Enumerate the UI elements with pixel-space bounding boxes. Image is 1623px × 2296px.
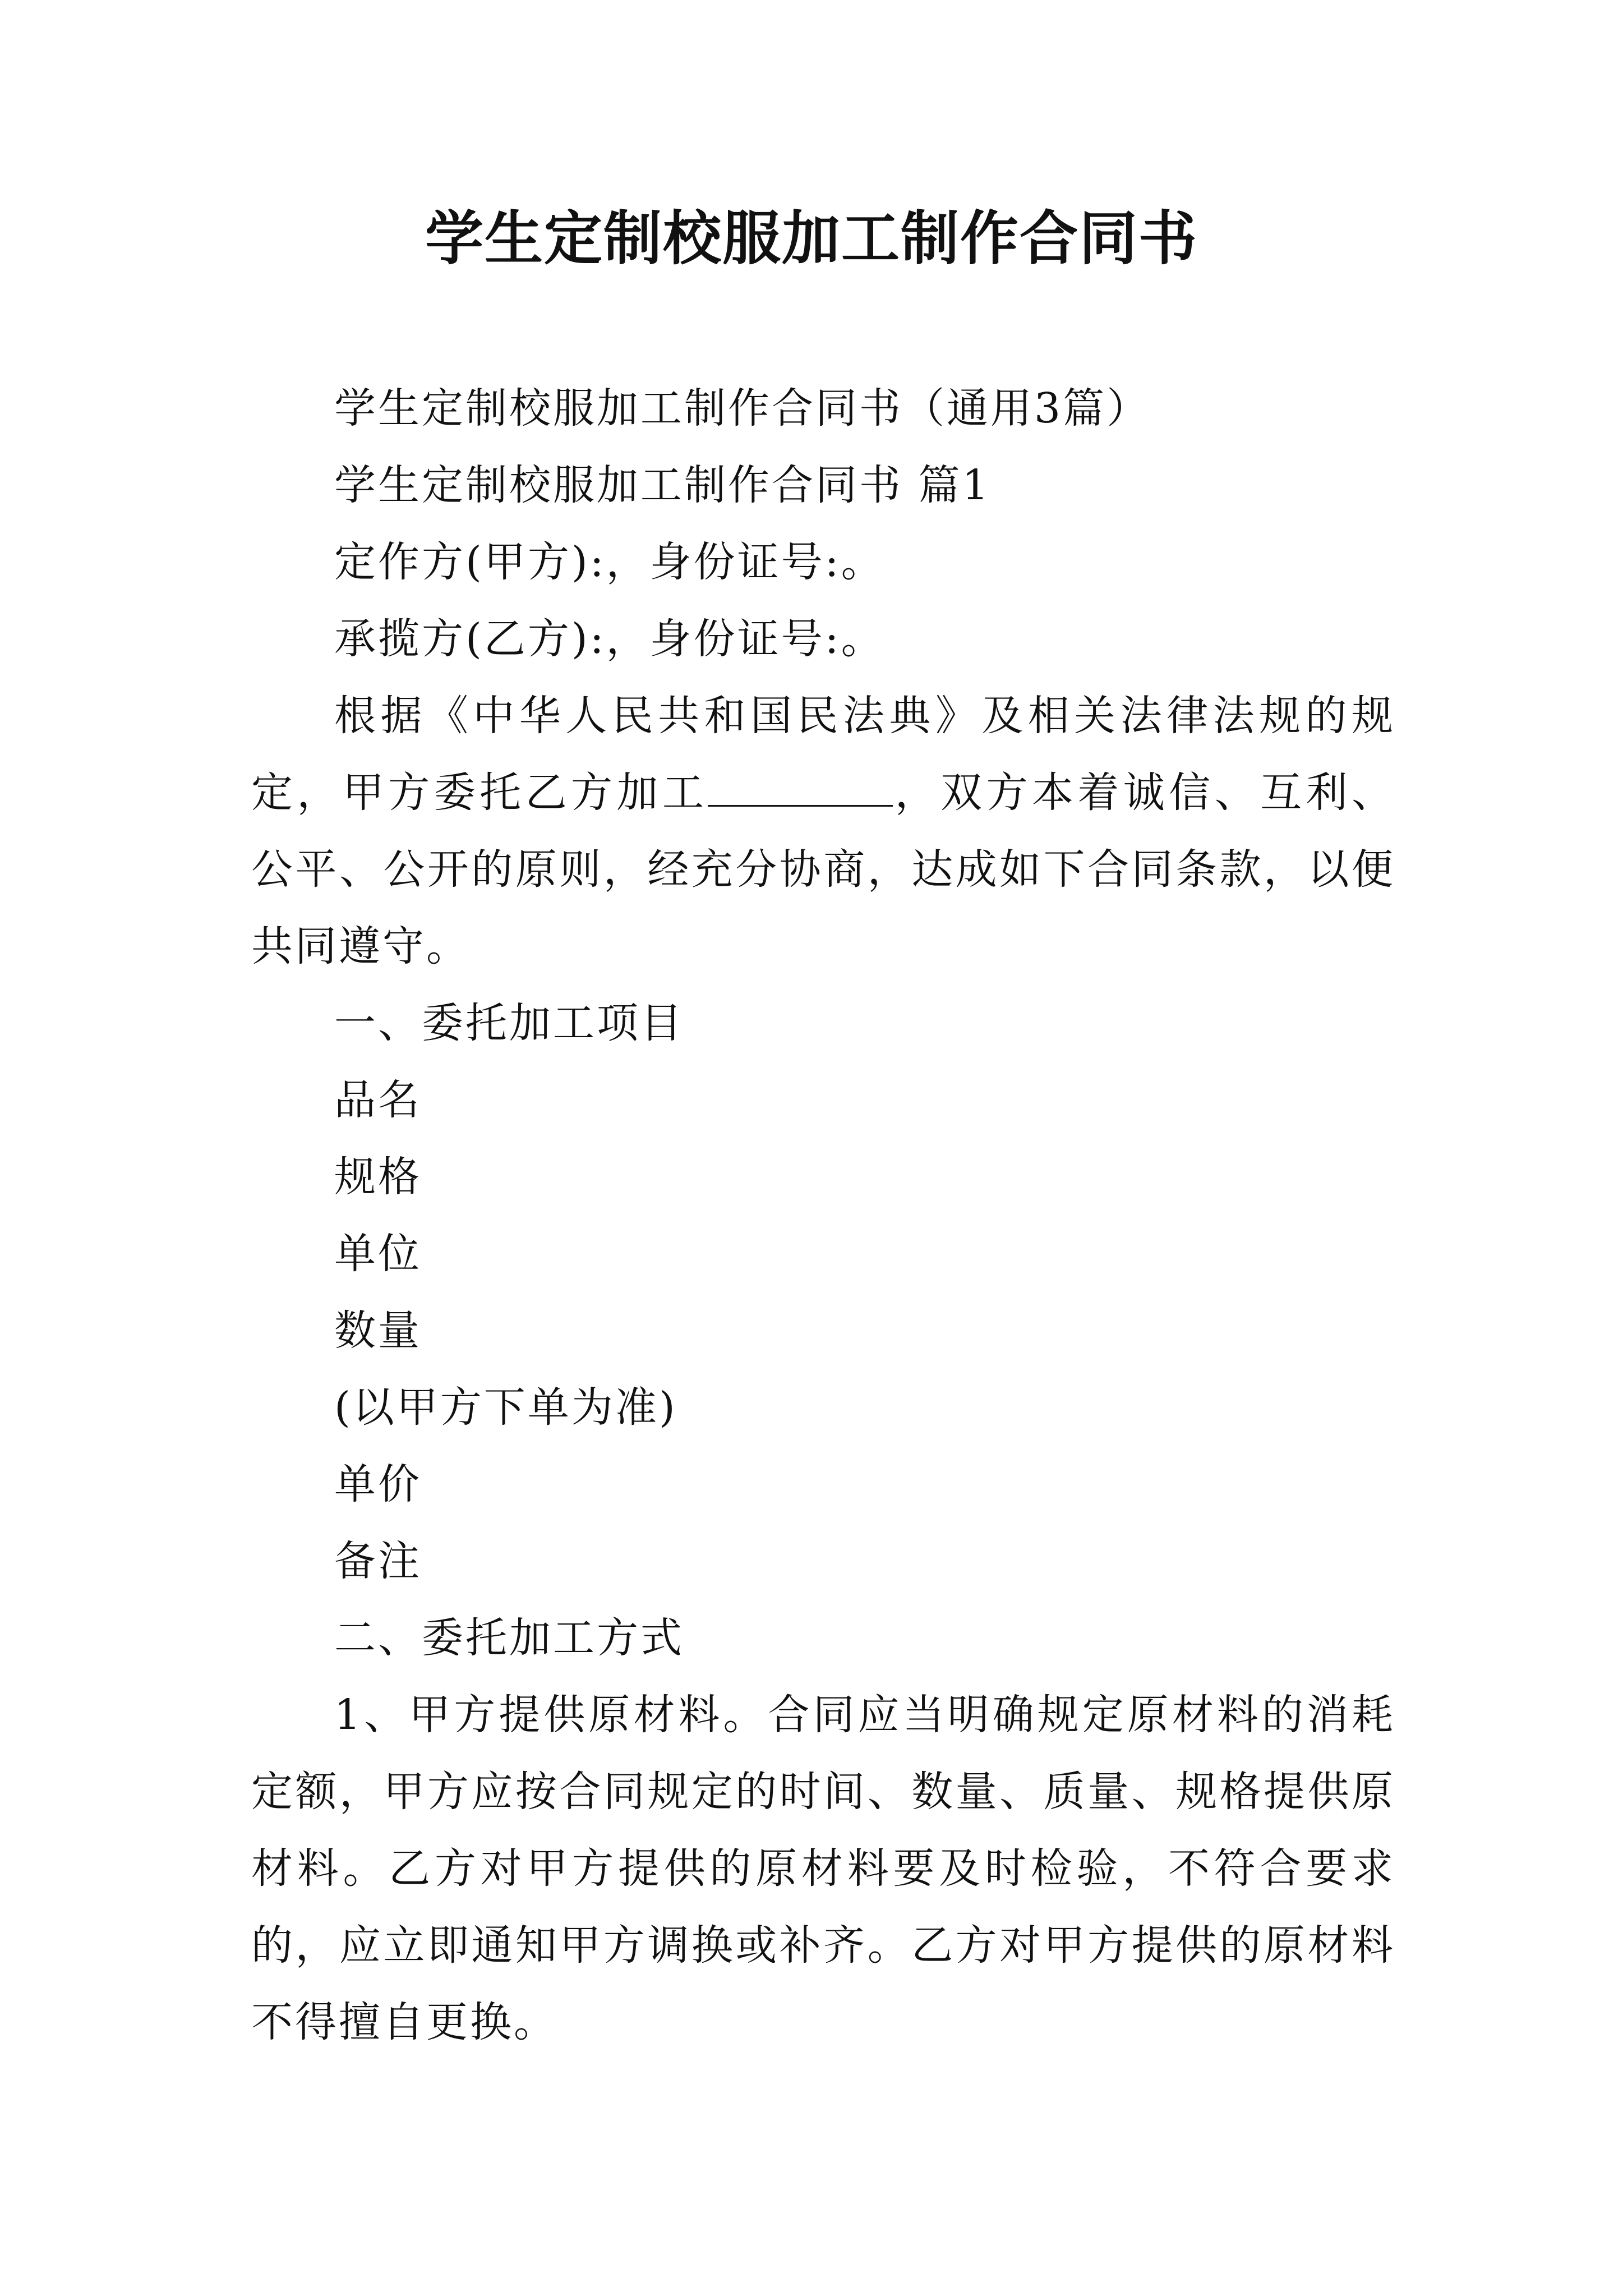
document-subtitle: 学生定制校服加工制作合同书（通用3篇） [334, 384, 1151, 432]
item-quantity: 数量 [334, 1306, 422, 1355]
section-heading: 学生定制校服加工制作合同书 篇1 [334, 461, 991, 509]
intro-text-part2: ，双方本着诚信、互利、公平、公开的原则，经充分协商，达成如下合同条款，以便共同遵守。 [251, 769, 1396, 970]
item-unit: 单位 [334, 1230, 422, 1278]
document-body [251, 370, 1395, 2061]
item-remarks: 备注 [334, 1537, 422, 1585]
clause2-heading: 二、委托加工方式 [334, 1614, 684, 1662]
clause2-paragraph-1: 1、甲方提供原材料。合同应当明确规定原材料的消耗定额，甲方应按合同规定的时间、数量、质量、规格提供原材料。乙方对甲方提供的原材料要及时检验，不符合要求的，应立即通知甲方调换或补齐。乙方对甲方提供的原材料不得擅自更换。 [251, 1691, 1395, 2046]
party-b-line: 承揽方(乙方):，身份证号:。 [334, 615, 885, 663]
item-spec: 规格 [334, 1153, 422, 1201]
intro-paragraph [251, 678, 1395, 985]
item-unit-price: 单价 [334, 1460, 422, 1508]
intro-text-part1: 根据《中华人民共和国民法典》及相关法律法规的规定，甲方委托乙方加工 [251, 692, 1395, 817]
item-quantity-note: (以甲方下单为准) [334, 1383, 677, 1432]
clause1-heading: 一、委托加工项目 [334, 999, 684, 1047]
party-a-line: 定作方(甲方):，身份证号:。 [334, 538, 885, 586]
item-name: 品名 [334, 1076, 422, 1124]
blank-underline [708, 766, 893, 807]
document-title: 学生定制校服加工制作合同书 [425, 204, 1198, 273]
